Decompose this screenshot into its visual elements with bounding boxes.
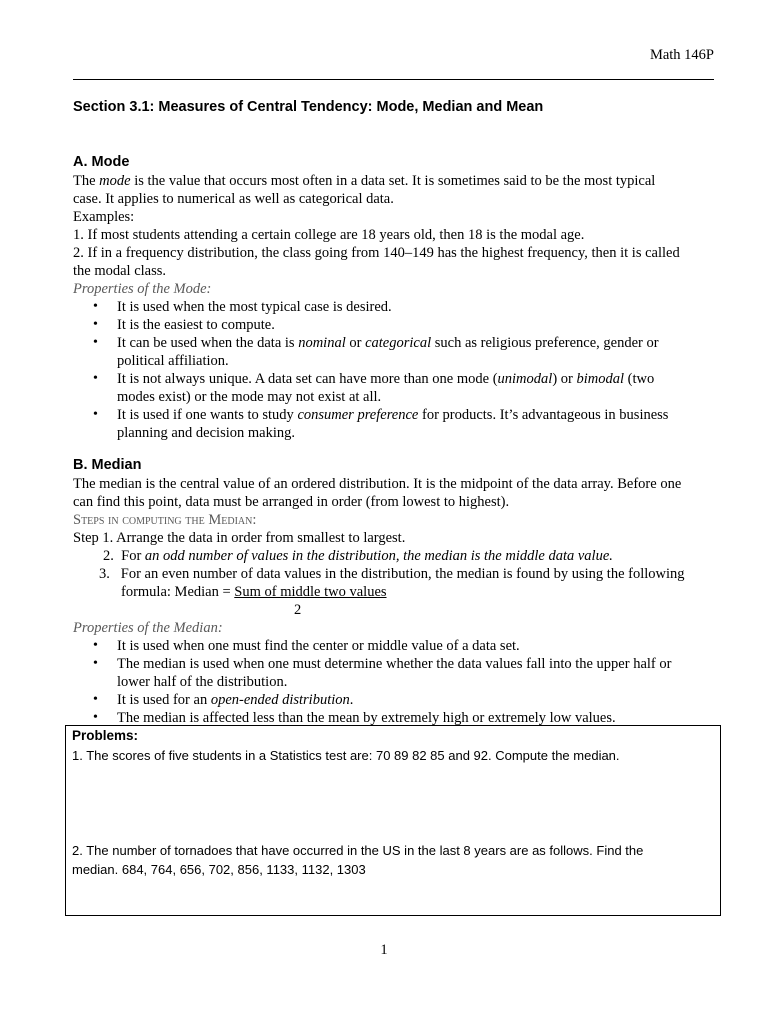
median-properties-label: Properties of the Median: — [73, 620, 223, 636]
problem-1: 1. The scores of five students in a Statistics test are: 70 89 82 85 and 92. Compute the median. — [72, 748, 620, 763]
median-properties-list — [73, 637, 714, 727]
median-heading: B. Median — [73, 457, 142, 473]
median-step-1: Step 1. Arrange the data in order from smallest to largest. — [73, 530, 406, 546]
median-intro-line1: The median is the central value of an ordered distribution. It is the midpoint of the data array. Before one — [73, 476, 682, 492]
list-item: • It is used for an open-ended distribution. — [73, 691, 714, 709]
median-intro-line2: can find this point, data must be arranged in order (from lowest to highest). — [73, 494, 510, 510]
list-item: • It is used if one wants to study consumer preference for products. It’s advantageous in business planning and decision making. — [73, 406, 714, 442]
formula-denominator: 2 — [294, 602, 302, 618]
problems-box — [65, 725, 721, 916]
page-number: 1 — [380, 942, 388, 958]
list-item: • It is used when the most typical case is desired. — [73, 298, 714, 316]
list-item: • It is the easiest to compute. — [73, 316, 714, 334]
example-2-line1: 2. If in a frequency distribution, the class going from 140–149 has the highest frequency, then it is called — [73, 245, 680, 261]
list-item: • It is used when one must find the center or middle value of a data set. — [73, 637, 714, 655]
mode-intro-line2: case. It applies to numerical as well as categorical data. — [73, 191, 394, 207]
examples-label: Examples: — [73, 209, 135, 225]
median-formula: formula: Median = Sum of middle two values — [121, 584, 387, 600]
list-item: • It is not always unique. A data set can have more than one mode (unimodal) or bimodal (two modes exist) or the mode may not exist at all. — [73, 370, 714, 406]
mode-properties-list — [73, 298, 714, 442]
median-steps-label: Steps in computing the Median: — [73, 512, 257, 528]
formula-numerator: Sum of middle two values — [234, 584, 387, 600]
course-header: Math 146P — [649, 47, 714, 63]
example-2-line2: the modal class. — [73, 263, 167, 279]
mode-heading: A. Mode — [73, 154, 130, 170]
section-title: Section 3.1: Measures of Central Tendency: Mode, Median and Mean — [73, 99, 544, 115]
median-step-2: 2. For an odd number of values in the distribution, the median is the middle data value. — [103, 548, 613, 564]
problem-2: 2. The number of tornadoes that have occurred in the US in the last 8 years are as follows. Find the median. 684, 764, 656, 702, 856, 1133, 1132, 1303 — [72, 843, 644, 877]
list-item: • The median is affected less than the mean by extremely high or extremely low values. — [73, 709, 714, 727]
median-section — [73, 475, 714, 727]
mode-intro-line1: The mode is the value that occurs most often in a data set. It is sometimes said to be the most typical — [73, 173, 656, 189]
problems-heading: Problems: — [72, 728, 139, 743]
list-item: • The median is used when one must determine whether the data values fall into the upper half or lower half of the distribution. — [73, 655, 714, 691]
mode-properties-label: Properties of the Mode: — [73, 281, 212, 297]
mode-section — [73, 172, 714, 442]
example-1: 1. If most students attending a certain college are 18 years old, then 18 is the modal age. — [73, 227, 585, 243]
list-item: • It can be used when the data is nominal or categorical such as religious preference, gender or political affiliation. — [73, 334, 714, 370]
median-step-3: 3. For an even number of data values in the distribution, the median is found by using the following — [99, 566, 685, 582]
header-rule — [73, 79, 714, 80]
